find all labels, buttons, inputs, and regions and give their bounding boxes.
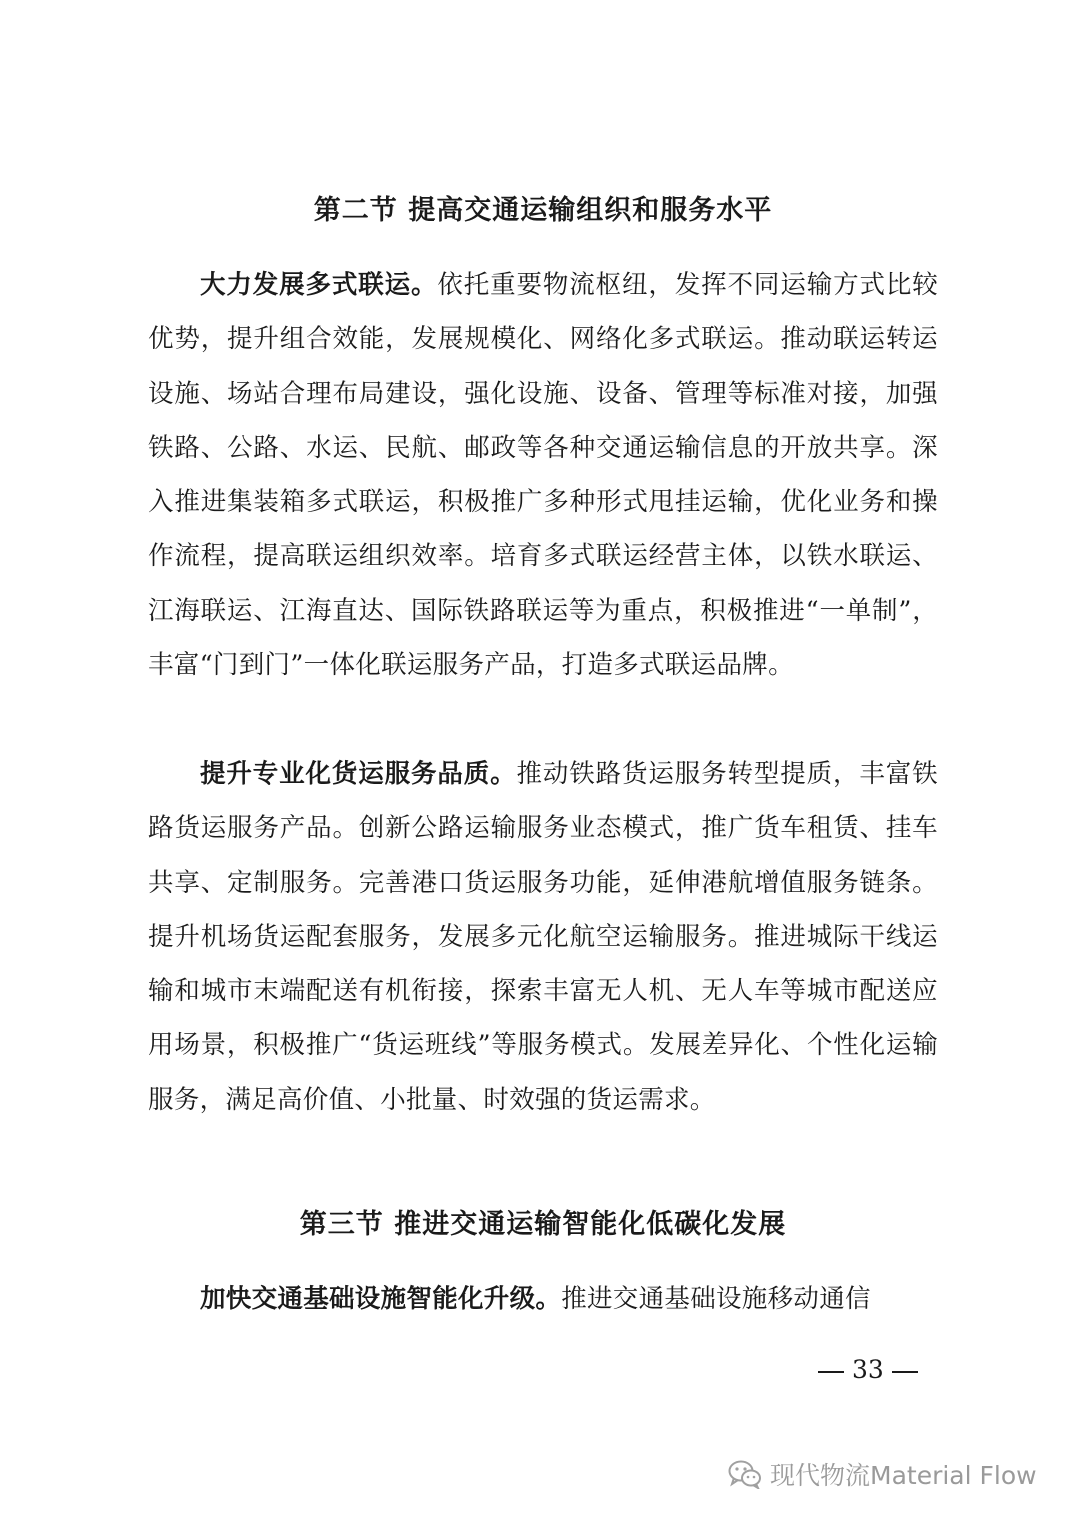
page-number-value: 33: [852, 1355, 884, 1384]
watermark-text: 现代物流Material Flow: [770, 1461, 1037, 1490]
paragraph-lead: 大力发展多式联运。: [200, 270, 438, 300]
page-number-dash-right: [892, 1371, 918, 1373]
paragraph-lead: 提升专业化货运服务品质。: [200, 759, 517, 789]
paragraph-body: 推进交通基础设施移动通信: [561, 1284, 871, 1314]
paragraph-body: 推动铁路货运服务转型提质，丰富铁路货运服务产品。创新公路运输服务业态模式，推广货车租赁、挂车共享、定制服务。完善港口货运服务功能，延伸港航增值服务链条。提升机场货运配套服务，发展多元化航空运输服务。推进城际干线运输和城市末端配送有机衔接，探索丰富无人机、无人车等城市配送应用场景，积极推广“货运班线”等服务模式。发展差异化、个性化运输服务，满足高价值、小批量、时效强的货运需求。: [148, 759, 938, 1115]
paragraph-freight-service-quality: [148, 747, 938, 1127]
paragraph-multimodal-transport: [148, 258, 938, 692]
wechat-icon: [728, 1459, 762, 1489]
page-number-dash-left: [818, 1371, 844, 1373]
section-heading-2: 第二节 提高交通运输组织和服务水平: [313, 195, 773, 226]
paragraph-body: 依托重要物流枢纽，发挥不同运输方式比较优势，提升组合效能，发展规模化、网络化多式联运。推动联运转运设施、场站合理布局建设，强化设施、设备、管理等标准对接，加强铁路、公路、水运、民航、邮政等各种交通运输信息的开放共享。深入推进集装箱多式联运，积极推广多种形式甩挂运输，优化业务和操作流程，提高联运组织效率。培育多式联运经营主体，以铁水联运、江海联运、江海直达、国际铁路联运等为重点，积极推进“一单制”，丰富“门到门”一体化联运服务产品，打造多式联运品牌。: [148, 270, 939, 681]
page-number: [810, 1355, 926, 1384]
watermark: [728, 1456, 1037, 1492]
paragraph-smart-infrastructure: [148, 1272, 938, 1326]
section-heading-3: 第三节 推进交通运输智能化低碳化发展: [299, 1209, 787, 1240]
paragraph-lead: 加快交通基础设施智能化升级。: [200, 1284, 562, 1314]
